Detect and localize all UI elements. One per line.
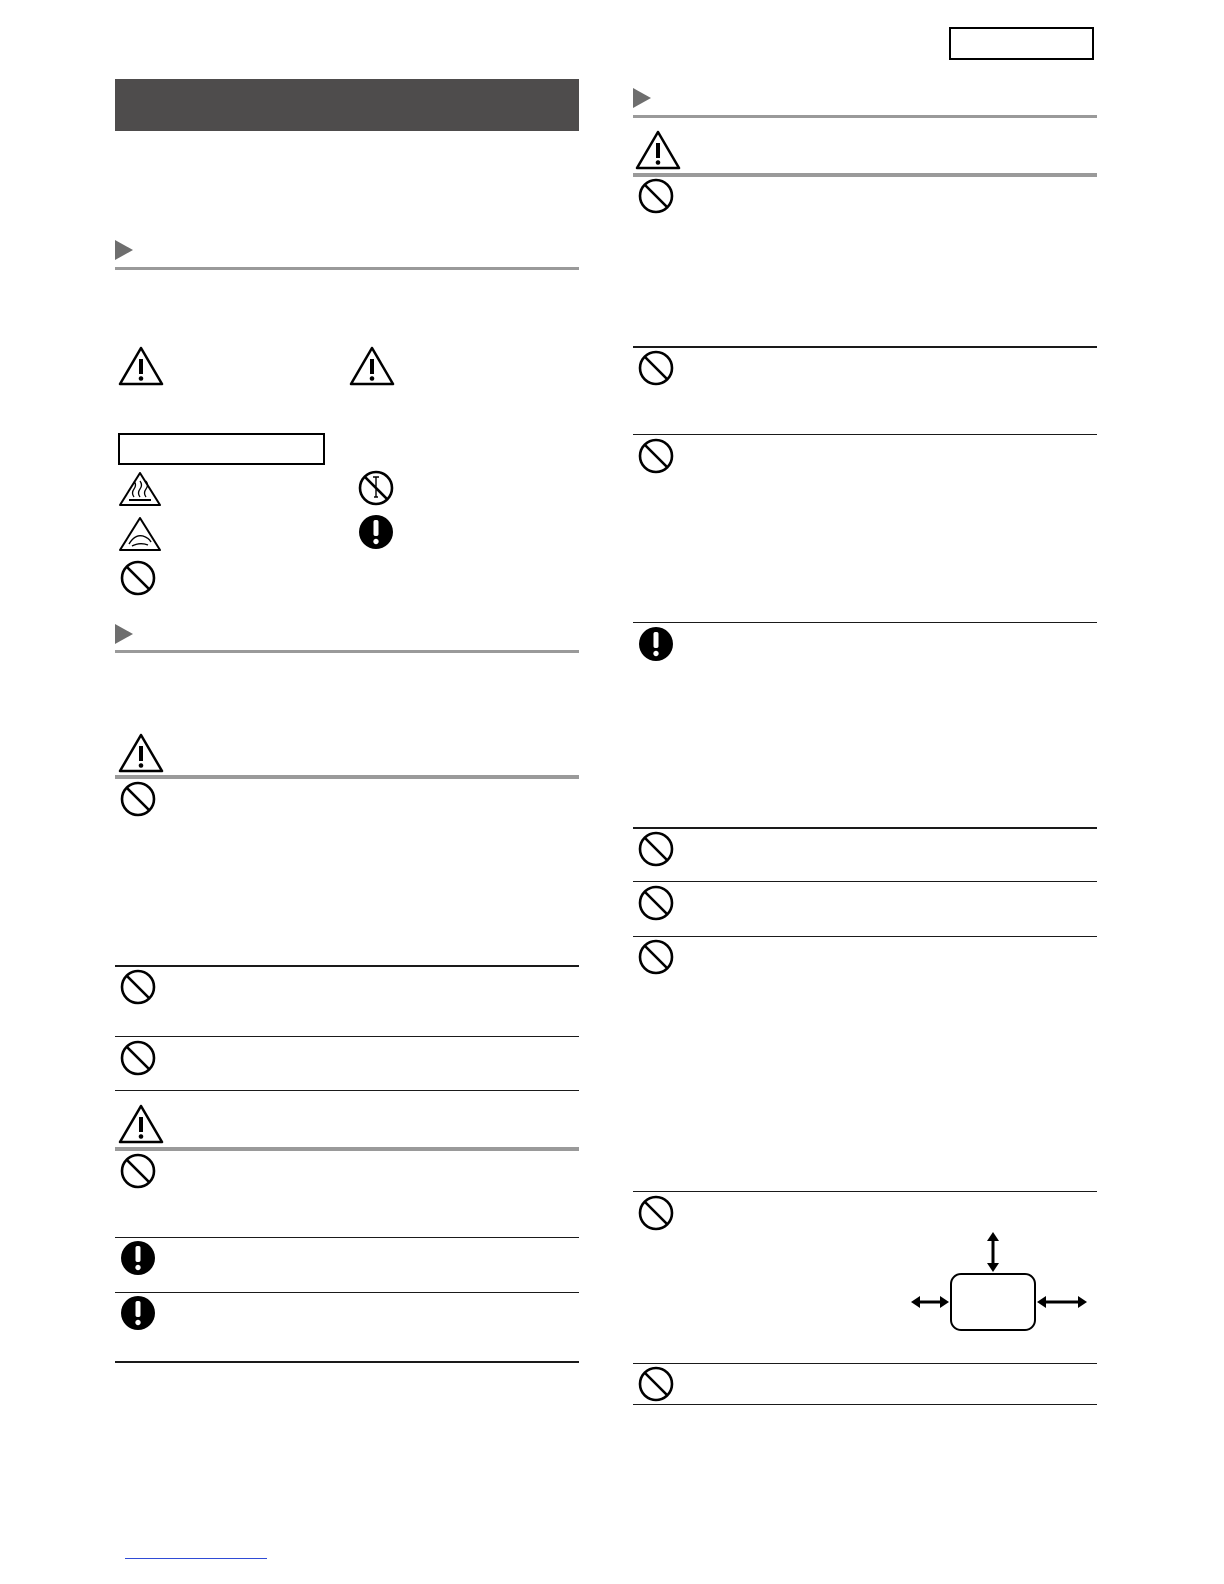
item-divider	[633, 881, 1097, 882]
item-divider	[115, 1036, 579, 1037]
no-disassembly-icon	[357, 469, 395, 507]
prohibited-circle-icon	[119, 559, 157, 597]
item-divider	[633, 1363, 1097, 1364]
warning-triangle-icon	[117, 345, 165, 387]
item-divider	[633, 346, 1097, 348]
mandatory-exclamation-icon	[637, 625, 675, 663]
warning-triangle-icon	[634, 129, 682, 171]
prohibited-circle-icon	[637, 884, 675, 922]
arrow-right-icon	[1037, 1296, 1087, 1308]
item-divider	[633, 434, 1097, 435]
section-arrow-icon	[115, 240, 133, 260]
prohibited-circle-icon	[119, 1039, 157, 1077]
item-divider	[115, 1361, 579, 1363]
section-rule	[633, 115, 1097, 118]
item-divider	[633, 936, 1097, 937]
section-rule	[115, 267, 579, 270]
title-bar	[115, 79, 579, 131]
prohibited-circle-icon	[637, 938, 675, 976]
warning-triangle-icon	[117, 732, 165, 774]
arrow-left-icon	[911, 1296, 949, 1308]
arrow-up-down-icon	[987, 1232, 999, 1272]
prohibited-circle-icon	[637, 1365, 675, 1403]
item-divider	[633, 1404, 1097, 1405]
prohibited-circle-icon	[119, 780, 157, 818]
warning-triangle-icon	[348, 345, 396, 387]
prohibited-circle-icon	[637, 1194, 675, 1232]
warning-triangle-icon	[117, 1103, 165, 1145]
device-box	[951, 1274, 1035, 1330]
warning-rule	[115, 775, 579, 779]
prohibited-circle-icon	[119, 1152, 157, 1190]
footer-link-underline[interactable]	[125, 1558, 267, 1559]
mandatory-exclamation-icon	[119, 1294, 157, 1332]
mandatory-exclamation-icon	[119, 1239, 157, 1277]
warning-rule	[115, 1147, 579, 1151]
item-divider	[115, 1237, 579, 1238]
prohibited-circle-icon	[637, 177, 675, 215]
prohibited-circle-icon	[119, 968, 157, 1006]
prohibited-circle-icon	[637, 349, 675, 387]
item-divider	[115, 1292, 579, 1293]
prohibited-circle-icon	[637, 437, 675, 475]
section-rule	[115, 650, 579, 653]
section-arrow-icon	[115, 624, 133, 644]
symbol-legend-box	[118, 433, 325, 465]
pinch-hazard-icon	[118, 516, 162, 552]
mandatory-exclamation-icon	[357, 513, 395, 551]
item-divider	[115, 965, 579, 967]
clearance-diagram	[908, 1230, 1090, 1334]
prohibited-circle-icon	[637, 830, 675, 868]
page-tab-box	[949, 27, 1094, 60]
item-divider	[633, 827, 1097, 829]
hot-surface-icon	[118, 471, 162, 507]
item-divider	[633, 622, 1097, 623]
item-divider	[633, 1191, 1097, 1192]
section-arrow-icon	[633, 88, 651, 108]
item-divider	[115, 1090, 579, 1091]
warning-rule	[633, 173, 1097, 177]
